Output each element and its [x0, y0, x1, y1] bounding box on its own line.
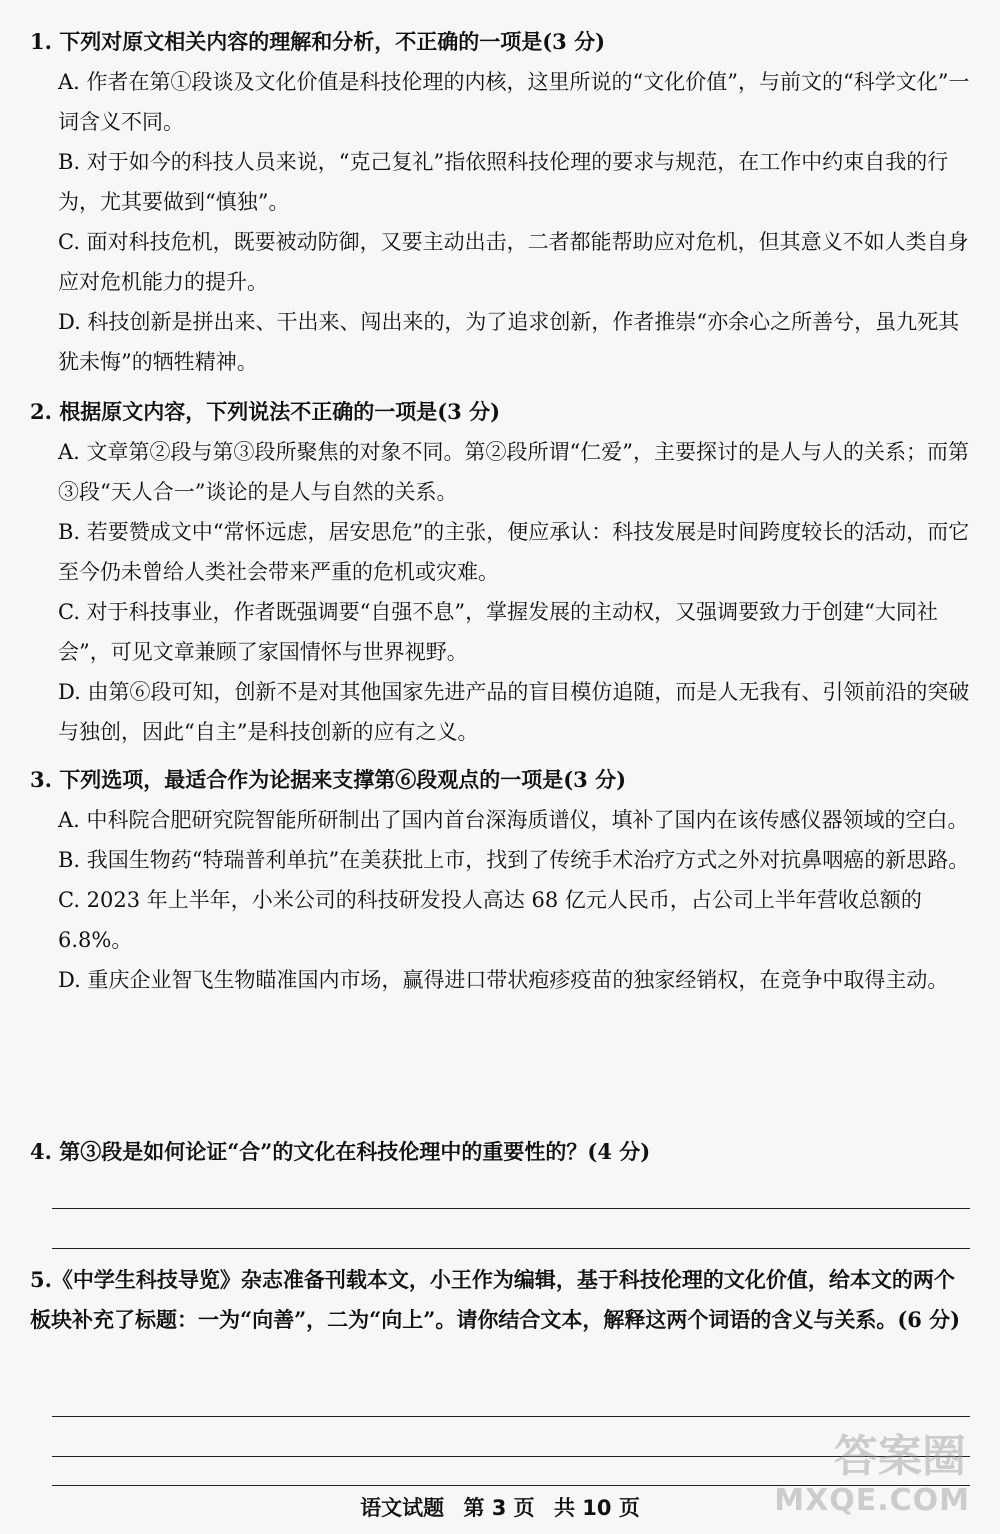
question-4-stem: 4. 第③段是如何论证“合”的文化在科技伦理中的重要性的？(4 分) — [30, 1139, 651, 1164]
question-2-option-b: B. 若要赞成文中“常怀远虑，居安思危”的主张，便应承认：科技发展是时间跨度较长的活动，而它至今仍未曾给人类社会带来严重的危机或灾难。 — [58, 520, 970, 584]
question-2 — [30, 392, 972, 752]
answer-line-4b[interactable] — [52, 1248, 970, 1249]
footer-total-pages: 共 10 页 — [554, 1496, 640, 1520]
question-5 — [30, 1260, 972, 1340]
question-1-option-a: A. 作者在第①段谈及文化价值是科技伦理的内核，这里所说的“文化价值”，与前文的“科学文化”一词含义不同。 — [58, 70, 970, 134]
question-3-option-b: B. 我国生物药“特瑞普利单抗”在美获批上市，找到了传统手术治疗方式之外对抗鼻咽癌的新思路。 — [58, 848, 970, 872]
watermark-site: MXQE.COM — [774, 1483, 970, 1518]
question-1 — [30, 22, 972, 382]
question-1-stem: 1. 下列对原文相关内容的理解和分析，不正确的一项是(3 分) — [30, 29, 606, 54]
watermark-logo: 答案圈 — [834, 1431, 966, 1482]
question-3-stem: 3. 下列选项，最适合作为论据来支撑第⑥段观点的一项是(3 分) — [30, 767, 627, 792]
footer-subject: 语文试题 — [360, 1496, 445, 1520]
question-2-stem: 2. 根据原文内容，下列说法不正确的一项是(3 分) — [30, 399, 501, 424]
answer-line-4a[interactable] — [52, 1208, 970, 1209]
question-3-option-c: C. 2023 年上半年，小米公司的科技研发投人高达 68 亿元人民币，占公司上半年营收总额的 6.8%。 — [58, 888, 922, 952]
question-2-option-c: C. 对于科技事业，作者既强调要“自强不息”，掌握发展的主动权，又强调要致力于创建“大同社会”，可见文章兼顾了家国情怀与世界视野。 — [58, 600, 938, 664]
question-3 — [30, 760, 972, 1000]
question-4 — [30, 1132, 972, 1172]
question-1-option-c: C. 面对科技危机，既要被动防御，又要主动出击，二者都能帮助应对危机，但其意义不如人类自身应对危机能力的提升。 — [58, 230, 969, 294]
question-1-option-b: B. 对于如今的科技人员来说，“克己复礼”指依照科技伦理的要求与规范，在工作中约束自我的行为，尤其要做到“慎独”。 — [58, 150, 949, 214]
question-5-stem: 5.《中学生科技导览》杂志准备刊载本文，小王作为编辑，基于科技伦理的文化价值，给本文的两个板块补充了标题：一为“向善”，二为“向上”。请你结合文本，解释这两个词语的含义与关系。(6 分) — [30, 1267, 961, 1332]
question-2-option-d: D. 由第⑥段可知，创新不是对其他国家先进产品的盲目模仿追随，而是人无我有、引领前沿的突破与独创，因此“自主”是科技创新的应有之义。 — [58, 680, 970, 744]
question-1-option-d: D. 科技创新是拼出来、干出来、闯出来的，为了追求创新，作者推崇“亦余心之所善兮，虽九死其犹未悔”的牺牲精神。 — [58, 310, 960, 374]
question-2-option-a: A. 文章第②段与第③段所聚焦的对象不同。第②段所谓“仁爱”，主要探讨的是人与人的关系；而第③段“天人合一”谈论的是人与自然的关系。 — [58, 440, 969, 504]
question-3-option-d: D. 重庆企业智飞生物瞄准国内市场，赢得进口带状疱疹疫苗的独家经销权，在竞争中取得主动。 — [58, 968, 949, 992]
footer-page-number: 第 3 页 — [463, 1496, 535, 1520]
question-3-option-a: A. 中科院合肥研究院智能所研制出了国内首台深海质谱仪，填补了国内在该传感仪器领域的空白。 — [58, 808, 969, 832]
watermark — [774, 1408, 970, 1518]
